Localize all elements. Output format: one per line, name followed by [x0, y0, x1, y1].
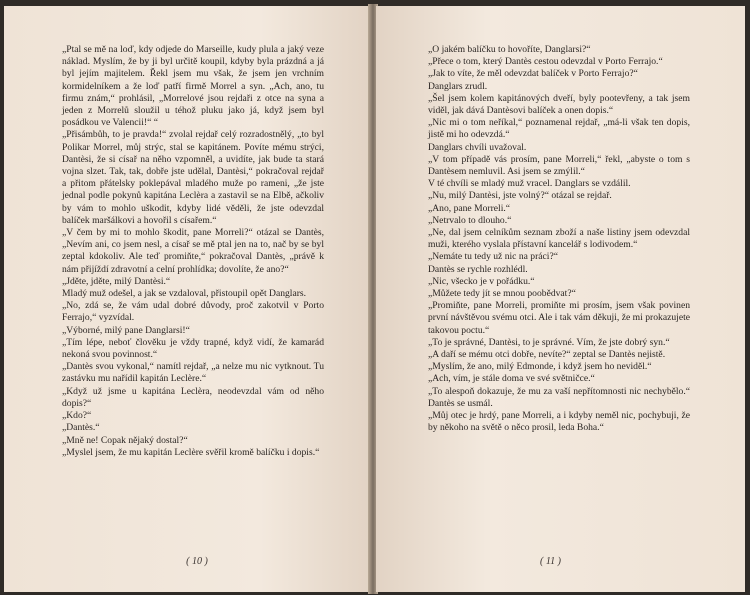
paragraph: „No, zdá se, že vám udal dobré důvody, proč zakotvil v Porto Ferrajo,“ vyzvídal. — [62, 300, 324, 324]
paragraph: „Přece o tom, který Dantès cestou odevzdal v Porto Ferrajo.“ — [428, 56, 663, 68]
left-page-text — [62, 44, 324, 459]
paragraph: „Promiňte, pane Morreli, promiňte mi prosím, jsem však povinen první návštěvou svému otci. Ale i tak vám děkuji, že mi prokazujete takovou poctu.“ — [428, 300, 690, 336]
paragraph: „Myslel jsem, že mu kapitán Leclère svěřil kromě balíčku i dopis.“ — [62, 446, 320, 458]
right-page-number: ( 11 ) — [540, 556, 561, 567]
paragraph: „Jak to víte, že měl odevzdat balíček v Porto Ferrajo?“ — [428, 68, 638, 80]
paragraph: „To je správné, Dantèsi, to je správné. Vím, že jste dobrý syn.“ — [428, 336, 670, 348]
paragraph: „Nu, milý Dantèsi, jste volný?“ otázal se rejdař. — [428, 190, 612, 202]
paragraph: „O jakém balíčku to hovoříte, Danglarsi?“ — [428, 44, 591, 55]
paragraph: „Dantès svou vykonal,“ namítl rejdař, „a nelze mu nic vytknout. Tu zastávku mu nařídil kapitán Leclère.“ — [62, 361, 324, 385]
paragraph: V té chvíli se mladý muž vracel. Danglars se vzdálil. — [428, 178, 631, 190]
paragraph: „Ne, dal jsem celníkům seznam zboží a naše listiny jsem odevzdal muži, kterého vyslala přístavní kancelář s lodivodem.“ — [428, 227, 690, 251]
paragraph: „V čem by mi to mohlo škodit, pane Morreli?“ otázal se Dantès, „Nevím ani, co jsem nesl, a císař se mě ptal jen na to, nač by se byl zeptal kdokoliv. Ale teď promiňte,“ pokračoval Dantès, „právě k nám přijíždí zdravotní a celní prohlídka; dovolíte, že ano?“ — [62, 227, 324, 275]
paragraph: „Když už jsme u kapitána Leclèra, neodevzdal vám od něho dopis?“ — [62, 385, 324, 409]
paragraph: „Můj otec je hrdý, pane Morreli, a i kdyby neměl nic, pochybuji, že by někoho na světě o něco prosil, leda Boha.“ — [428, 410, 690, 434]
paragraph: Mladý muž odešel, a jak se vzdaloval, přistoupil opět Danglars. — [62, 288, 307, 300]
paragraph: Danglars zrudl. — [428, 80, 488, 92]
right-page — [376, 6, 745, 592]
paragraph: „A daří se mému otci dobře, nevíte?“ zeptal se Dantès nejistě. — [428, 349, 666, 361]
paragraph: „Kdo?“ — [62, 410, 92, 422]
left-page — [4, 6, 370, 592]
paragraph: „Nic, všecko je v pořádku.“ — [428, 275, 535, 287]
paragraph: „Ptal se mě na loď, kdy odjede do Marseille, kudy plula a jaký veze náklad. Myslím, že by ji byl určitě koupil, kdyby byla prázdná a já byl jejím majitelem. Řekl jsem mu však, že jsem jen vrchním kormidelníkem a že loď patří firmě Morrel a syn. „Ach, ano, tu firmu znám,“ prohlásil, „Morrelové jsou rejdaři z otce na syna a jeden z Morrelů sloužil u téhož pluku jako já, když jsem byl posádkou ve Valencii!“ “ — [62, 44, 324, 129]
paragraph: „V tom případě vás prosím, pane Morreli,“ řekl, „abyste o tom s Dantèsem nemluvil. Asi jsem se zmýlil.“ — [428, 153, 690, 178]
paragraph: „Mně ne! Copak nějaký dostal?“ — [62, 434, 188, 446]
paragraph: „Nic mi o tom neříkal,“ poznamenal rejdař, „má-li však ten dopis, jistě mi ho odevzdá.“ — [428, 117, 690, 141]
right-page-text — [428, 44, 690, 435]
paragraph: „Dantès.“ — [62, 422, 100, 434]
paragraph: „Ach, vím, je stále doma ve své světničce.“ — [428, 373, 595, 385]
paragraph: „Netrvalo to dlouho.“ — [428, 214, 512, 226]
paragraph: „Tím lépe, neboť člověku je vždy trapné, když vidí, že kamarád nekoná svou povinnost.“ — [62, 336, 324, 361]
paragraph: Dantès se rychle rozhlédl. — [428, 263, 528, 275]
paragraph: „Myslím, že ano, milý Edmonde, i když jsem ho neviděl.“ — [428, 361, 652, 373]
paragraph: Danglars chvíli uvažoval. — [428, 141, 527, 153]
left-page-number: ( 10 ) — [186, 556, 208, 567]
paragraph: „Můžete tedy jít se mnou poobědvat?“ — [428, 288, 576, 300]
paragraph: „Ano, pane Morreli.“ — [428, 202, 511, 214]
paragraph: „Výborné, milý pane Danglarsi!“ — [62, 324, 190, 336]
paragraph: „Nemáte tu tedy už nic na práci?“ — [428, 251, 558, 263]
paragraph: „Přisámbůh, to je pravda!“ zvolal rejdař celý rozradostnělý, „to byl Polikar Morrel, můj strýc, stal se kapitánem. Povíte mému strýci, Dantèsi, že si císař na něho vzpomněl, a uvidíte, jak bude ta stará vojna slzet. Tak, tak, dobře jste udělal, Dantèsi,“ pokračoval rejdař a přitom přátelsky poklepával mladého muže po rameni, „že jste jednal podle pokynů kapitána Leclèra a zastavil se na Elbě, ačkoliv by vám to mohlo uškodit, kdyby lidé věděli, že jste odevzdal balíček maršálkovi a hovořil s císařem.“ — [62, 129, 324, 226]
paragraph: „To alespoň dokazuje, že mu za vaší nepřítomnosti nic nechybělo.“ Dantès se usmál. — [428, 385, 690, 409]
paragraph: „Jděte, jděte, milý Dantèsi.“ — [62, 275, 171, 287]
paragraph: „Šel jsem kolem kapitánových dveří, byly pootevřeny, a tak jsem viděl, jak dává Dantèsovi balíček a onen dopis.“ — [428, 92, 690, 117]
